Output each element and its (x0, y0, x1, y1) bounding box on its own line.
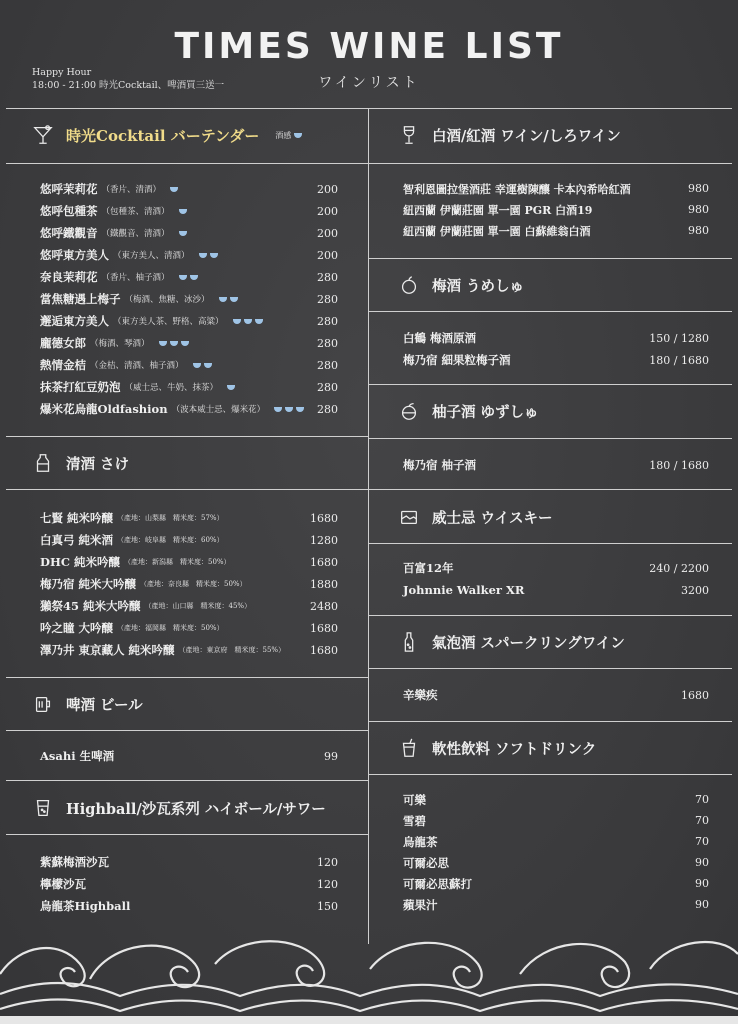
item-name-group (403, 792, 426, 808)
item-name: 烏龍茶 (403, 834, 438, 849)
cup-icon (230, 297, 238, 302)
item-name: 辛樂疾 (403, 688, 438, 702)
item-note: （產地：岐阜縣 精米度：60%） (117, 536, 224, 544)
cup-icon (219, 297, 227, 302)
item-price: 980 (688, 182, 709, 195)
highball-list (40, 851, 338, 917)
item-price: 1280 (310, 533, 338, 547)
menu-item (40, 222, 338, 244)
sparkling-list (403, 684, 709, 706)
item-name: 抹茶打紅豆奶泡 (40, 380, 121, 394)
cup-icon (170, 341, 178, 346)
item-name: 梅乃宿 細果粒梅子酒 (403, 353, 511, 367)
cup-icon (170, 187, 178, 192)
cocktail-title: 時光Cocktail バーテンダー (66, 126, 260, 145)
item-name: 可爾必思蘇打 (403, 876, 472, 891)
sake-title: 清酒 さけ (66, 455, 130, 473)
item-price: 3200 (681, 583, 709, 597)
item-name-group (40, 291, 238, 307)
item-name: 龐德女郎 (40, 336, 86, 350)
happy-hour-title: Happy Hour (32, 67, 92, 78)
item-price: 120 (317, 877, 338, 891)
menu-item (403, 873, 709, 894)
menu-item (40, 244, 338, 266)
menu-item (403, 199, 709, 220)
item-name: 奈良茉莉花 (40, 270, 98, 284)
cup-icon (179, 209, 187, 214)
item-note: （東方美人茶、野格、高粱） (113, 317, 224, 327)
sake-bottle-icon (30, 450, 56, 476)
item-price: 90 (695, 877, 709, 890)
sake-list (40, 507, 338, 661)
cup-icon (274, 407, 282, 412)
cup-icon (244, 319, 252, 324)
item-name-group (40, 379, 235, 395)
divider (6, 436, 368, 437)
strength-indicator (224, 385, 235, 390)
item-note: （梅酒、焦糖、冰沙） (124, 295, 210, 305)
strength-indicator (167, 187, 178, 192)
item-name-group (40, 203, 187, 219)
menu-item (40, 895, 338, 917)
item-price: 90 (695, 856, 709, 869)
item-note: （波本威士忌、爆米花） (171, 405, 266, 415)
sake-header (30, 448, 129, 478)
strength-indicator (176, 275, 198, 280)
menu-item (403, 789, 709, 810)
item-name: 澤乃井 東京藏人 純米吟醸 (40, 643, 175, 657)
item-note: （梅酒、琴酒） (90, 339, 150, 349)
item-note: （產地：山梨縣 精米度：57%） (117, 514, 224, 522)
item-price: 280 (317, 402, 338, 416)
item-name-group (40, 598, 251, 614)
beer-title: 啤酒 ビール (66, 696, 143, 714)
item-name-group (40, 554, 231, 570)
menu-item (403, 557, 709, 579)
item-name: 檸檬沙瓦 (40, 877, 86, 891)
menu-item (40, 288, 338, 310)
item-name-group (40, 247, 218, 263)
item-name-group (403, 352, 511, 368)
cup-icon (159, 341, 167, 346)
highball-header (30, 793, 326, 823)
item-name: 悠呼東方美人 (40, 248, 109, 262)
divider (6, 489, 368, 490)
divider (368, 438, 732, 439)
item-name-group (40, 313, 263, 329)
item-name-group (403, 855, 449, 871)
wine-title: 白酒/紅酒 ワイン/しろワイン (432, 127, 621, 145)
menu-item (40, 573, 338, 595)
item-note: （東方美人、清酒） (113, 251, 190, 261)
item-name: 梅乃宿 柚子酒 (403, 458, 477, 472)
divider (368, 489, 732, 490)
beer-header (30, 689, 143, 719)
menu-item (40, 745, 338, 767)
item-price: 70 (695, 835, 709, 848)
strength-indicator (196, 253, 218, 258)
item-name: 烏龍茶Highball (40, 899, 131, 913)
menu-item (40, 617, 338, 639)
strength-indicator (176, 209, 187, 214)
happy-hour-detail: 18:00 - 21:00 時光Cocktail、啤酒買三送一 (32, 80, 225, 91)
item-note: （產地：奈良縣 精米度：50%） (140, 580, 247, 588)
divider (368, 668, 732, 669)
menu-item (403, 852, 709, 873)
item-name: DHC 純米吟釀 (40, 555, 120, 569)
item-name: 當焦糖遇上梅子 (40, 292, 121, 306)
taste-legend (275, 130, 302, 141)
divider (368, 721, 732, 722)
umeshu-list (403, 327, 709, 371)
item-name-group (403, 560, 454, 576)
item-name: Johnnie Walker XR (403, 583, 525, 597)
item-name: 智利恩圖拉堡酒莊 幸運樹陳釀 卡本內希哈紅酒 (403, 182, 631, 196)
item-name: 梅乃宿 純米大吟醸 (40, 577, 137, 591)
cup-icon (285, 407, 293, 412)
item-name: 悠呼包種茶 (40, 204, 98, 218)
menu-item (403, 894, 709, 915)
item-price: 1680 (310, 511, 338, 525)
strength-indicator (176, 231, 187, 236)
cup-icon (199, 253, 207, 258)
item-price: 980 (688, 203, 709, 216)
cup-icon (294, 133, 302, 138)
item-name-group (40, 181, 178, 197)
item-price: 280 (317, 314, 338, 328)
item-note: （產地：新潟縣 精米度：50%） (124, 558, 231, 566)
divider (368, 615, 732, 616)
divider (6, 163, 368, 164)
divider (368, 543, 732, 544)
item-price: 180 / 1680 (649, 353, 709, 367)
cup-icon (193, 363, 201, 368)
item-name: 蘋果汁 (403, 897, 438, 912)
sparkling-title: 氣泡酒 スパークリングワイン (432, 634, 625, 652)
brand-title: TIMES WINE LIST (174, 26, 564, 67)
item-name-group (40, 401, 304, 417)
menu-item (40, 310, 338, 332)
menu-item (403, 454, 709, 476)
item-price: 70 (695, 814, 709, 827)
item-name: 可爾必思 (403, 855, 449, 870)
divider (6, 834, 368, 835)
cup-icon (255, 319, 263, 324)
menu-item (40, 873, 338, 895)
cup-icon (179, 275, 187, 280)
item-name: 熱情金桔 (40, 358, 86, 372)
item-name-group (403, 876, 472, 892)
item-price: 200 (317, 248, 338, 262)
item-price: 150 (317, 899, 338, 913)
cup-icon (190, 275, 198, 280)
item-name-group (40, 898, 130, 914)
item-name: 白真弓 純米酒 (40, 533, 114, 547)
item-name-group (403, 202, 592, 218)
divider (368, 774, 732, 775)
item-price: 180 / 1680 (649, 458, 709, 472)
wave-decoration (0, 934, 738, 1024)
item-name-group (40, 748, 114, 764)
divider (368, 311, 732, 312)
item-price: 120 (317, 855, 338, 869)
item-note: （鐵觀音、清酒） (101, 229, 170, 239)
strength-indicator (230, 319, 263, 324)
wine-list (403, 178, 709, 241)
item-name-group (40, 854, 109, 870)
item-name-group (403, 181, 631, 197)
wine-header (396, 120, 621, 150)
cocktail-header (30, 120, 302, 150)
item-name-group (40, 532, 224, 548)
item-note: （威士忌、牛奶、抹茶） (124, 383, 219, 393)
cup-icon (179, 231, 187, 236)
item-name-group (40, 642, 285, 658)
soft-header (396, 733, 596, 763)
item-price: 2480 (310, 599, 338, 613)
top-divider (6, 108, 732, 109)
happy-hour (32, 66, 224, 92)
item-name: 白鶴 梅酒原酒 (403, 331, 477, 345)
item-price: 200 (317, 226, 338, 240)
menu-item (403, 684, 709, 706)
item-name: 紐西蘭 伊蘭莊園 單一園 PGR 白酒19 (403, 203, 593, 217)
whisky-header (396, 502, 552, 532)
item-name-group (403, 687, 438, 703)
item-name: 紫蘇梅酒沙瓦 (40, 855, 109, 869)
item-name-group (40, 357, 212, 373)
taste-label: 酒感 (275, 130, 292, 140)
cocktail-glass-icon (30, 122, 56, 148)
whisky-glass-icon (396, 504, 422, 530)
menu-item (40, 266, 338, 288)
cup-icon (296, 407, 304, 412)
menu-item (403, 810, 709, 831)
strength-indicator (216, 297, 238, 302)
strength-indicator (156, 341, 189, 346)
item-name-group (403, 583, 524, 597)
beer-list (40, 745, 338, 767)
item-price: 280 (317, 358, 338, 372)
item-note: （產地：東京府 精米度：55%） (178, 646, 286, 654)
item-name: 獺祭45 純米大吟醸 (40, 599, 141, 613)
item-name-group (403, 897, 438, 913)
whisky-title: 威士忌 ウイスキー (432, 509, 553, 527)
item-name-group (40, 225, 187, 241)
yuzu-header (396, 396, 539, 426)
item-price: 980 (688, 224, 709, 237)
cup-icon (181, 341, 189, 346)
cup-icon (233, 319, 241, 324)
item-name-group (40, 335, 189, 351)
item-name-group (403, 834, 438, 850)
item-price: 1680 (310, 621, 338, 635)
item-name-group (40, 620, 224, 636)
menu-item (40, 354, 338, 376)
menu-item (403, 327, 709, 349)
item-name-group (403, 813, 426, 829)
item-note: （產地：福岡縣 精米度：50%） (117, 624, 224, 632)
item-price: 99 (324, 749, 338, 763)
menu-item (40, 507, 338, 529)
cup-icon (227, 385, 235, 390)
menu-item (40, 200, 338, 222)
item-price: 280 (317, 270, 338, 284)
item-name-group (403, 457, 476, 473)
highball-glass-icon (30, 795, 56, 821)
cup-icon (204, 363, 212, 368)
item-price: 200 (317, 182, 338, 196)
item-name: 邂逅東方美人 (40, 314, 109, 328)
item-name: 紐西蘭 伊蘭莊園 單一園 白蘇維翁白酒 (403, 224, 591, 238)
item-name: 吟之瞳 大吟醸 (40, 621, 114, 635)
item-name-group (40, 876, 86, 892)
menu-item (40, 178, 338, 200)
yuzu-title: 柚子酒 ゆずしゅ (432, 403, 539, 421)
cocktail-list (40, 178, 338, 420)
menu-item (403, 178, 709, 199)
item-note: （包種茶、清酒） (101, 207, 170, 217)
soft-title: 軟性飲料 ソフトドリンク (432, 740, 597, 758)
divider (368, 258, 732, 259)
menu-item (403, 579, 709, 601)
item-name: 可樂 (403, 792, 426, 807)
item-price: 1680 (310, 643, 338, 657)
menu-item (403, 349, 709, 371)
yuzu-icon (396, 398, 422, 424)
brand-subtitle: ワインリスト (318, 75, 420, 91)
item-name: 悠呼茉莉花 (40, 182, 98, 196)
item-note: （金桔、清酒、柚子酒） (90, 361, 184, 371)
strength-indicator (190, 363, 212, 368)
yuzu-list (403, 454, 709, 476)
item-price: 240 / 2200 (649, 561, 709, 575)
wine-glass-icon (396, 122, 422, 148)
item-price: 150 / 1280 (649, 331, 709, 345)
cup-icon (210, 253, 218, 258)
item-name: 七賢 純米吟醸 (40, 511, 114, 525)
item-note: （香片、柚子酒） (101, 273, 170, 283)
divider (368, 163, 732, 164)
item-name: Asahi 生啤酒 (40, 749, 115, 763)
divider (6, 780, 368, 781)
strength-indicator (271, 407, 304, 412)
item-price: 90 (695, 898, 709, 911)
divider (6, 677, 368, 678)
item-note: （香片、清酒） (101, 185, 162, 195)
item-price: 280 (317, 336, 338, 350)
item-name-group (40, 576, 247, 592)
item-name: 爆米花烏龍Oldfashion (40, 402, 168, 416)
sparkling-header (396, 627, 625, 657)
center-divider (368, 108, 369, 944)
item-price: 280 (317, 380, 338, 394)
menu-item (40, 639, 338, 661)
sparkling-bottle-icon (396, 629, 422, 655)
item-price: 1680 (310, 555, 338, 569)
soft-drink-cup-icon (396, 735, 422, 761)
menu-item (40, 595, 338, 617)
item-name-group (403, 223, 591, 239)
item-price: 70 (695, 793, 709, 806)
menu-item (40, 529, 338, 551)
menu-item (40, 376, 338, 398)
item-name: 雪碧 (403, 813, 426, 828)
item-price: 1880 (310, 577, 338, 591)
plum-icon (396, 272, 422, 298)
menu-item (40, 398, 338, 420)
umeshu-title: 梅酒 うめしゅ (432, 277, 525, 295)
menu-item (403, 831, 709, 852)
item-price: 1680 (681, 688, 709, 702)
item-name-group (40, 269, 198, 285)
menu-item (403, 220, 709, 241)
highball-title: Highball/沙瓦系列 ハイボール/サワー (66, 800, 326, 818)
item-name: 悠呼鐵觀音 (40, 226, 98, 240)
beer-mug-icon (30, 691, 56, 717)
item-name-group (403, 330, 476, 346)
umeshu-header (396, 270, 524, 300)
menu-item (40, 332, 338, 354)
item-name-group (40, 510, 224, 526)
soft-list (403, 789, 709, 915)
item-note: （產地：山口縣 精米度：45%） (144, 602, 252, 610)
divider (368, 384, 732, 385)
item-name: 百富12年 (403, 561, 454, 575)
menu-item (40, 851, 338, 873)
item-price: 280 (317, 292, 338, 306)
menu-item (40, 551, 338, 573)
divider (6, 730, 368, 731)
whisky-list (403, 557, 709, 601)
item-price: 200 (317, 204, 338, 218)
